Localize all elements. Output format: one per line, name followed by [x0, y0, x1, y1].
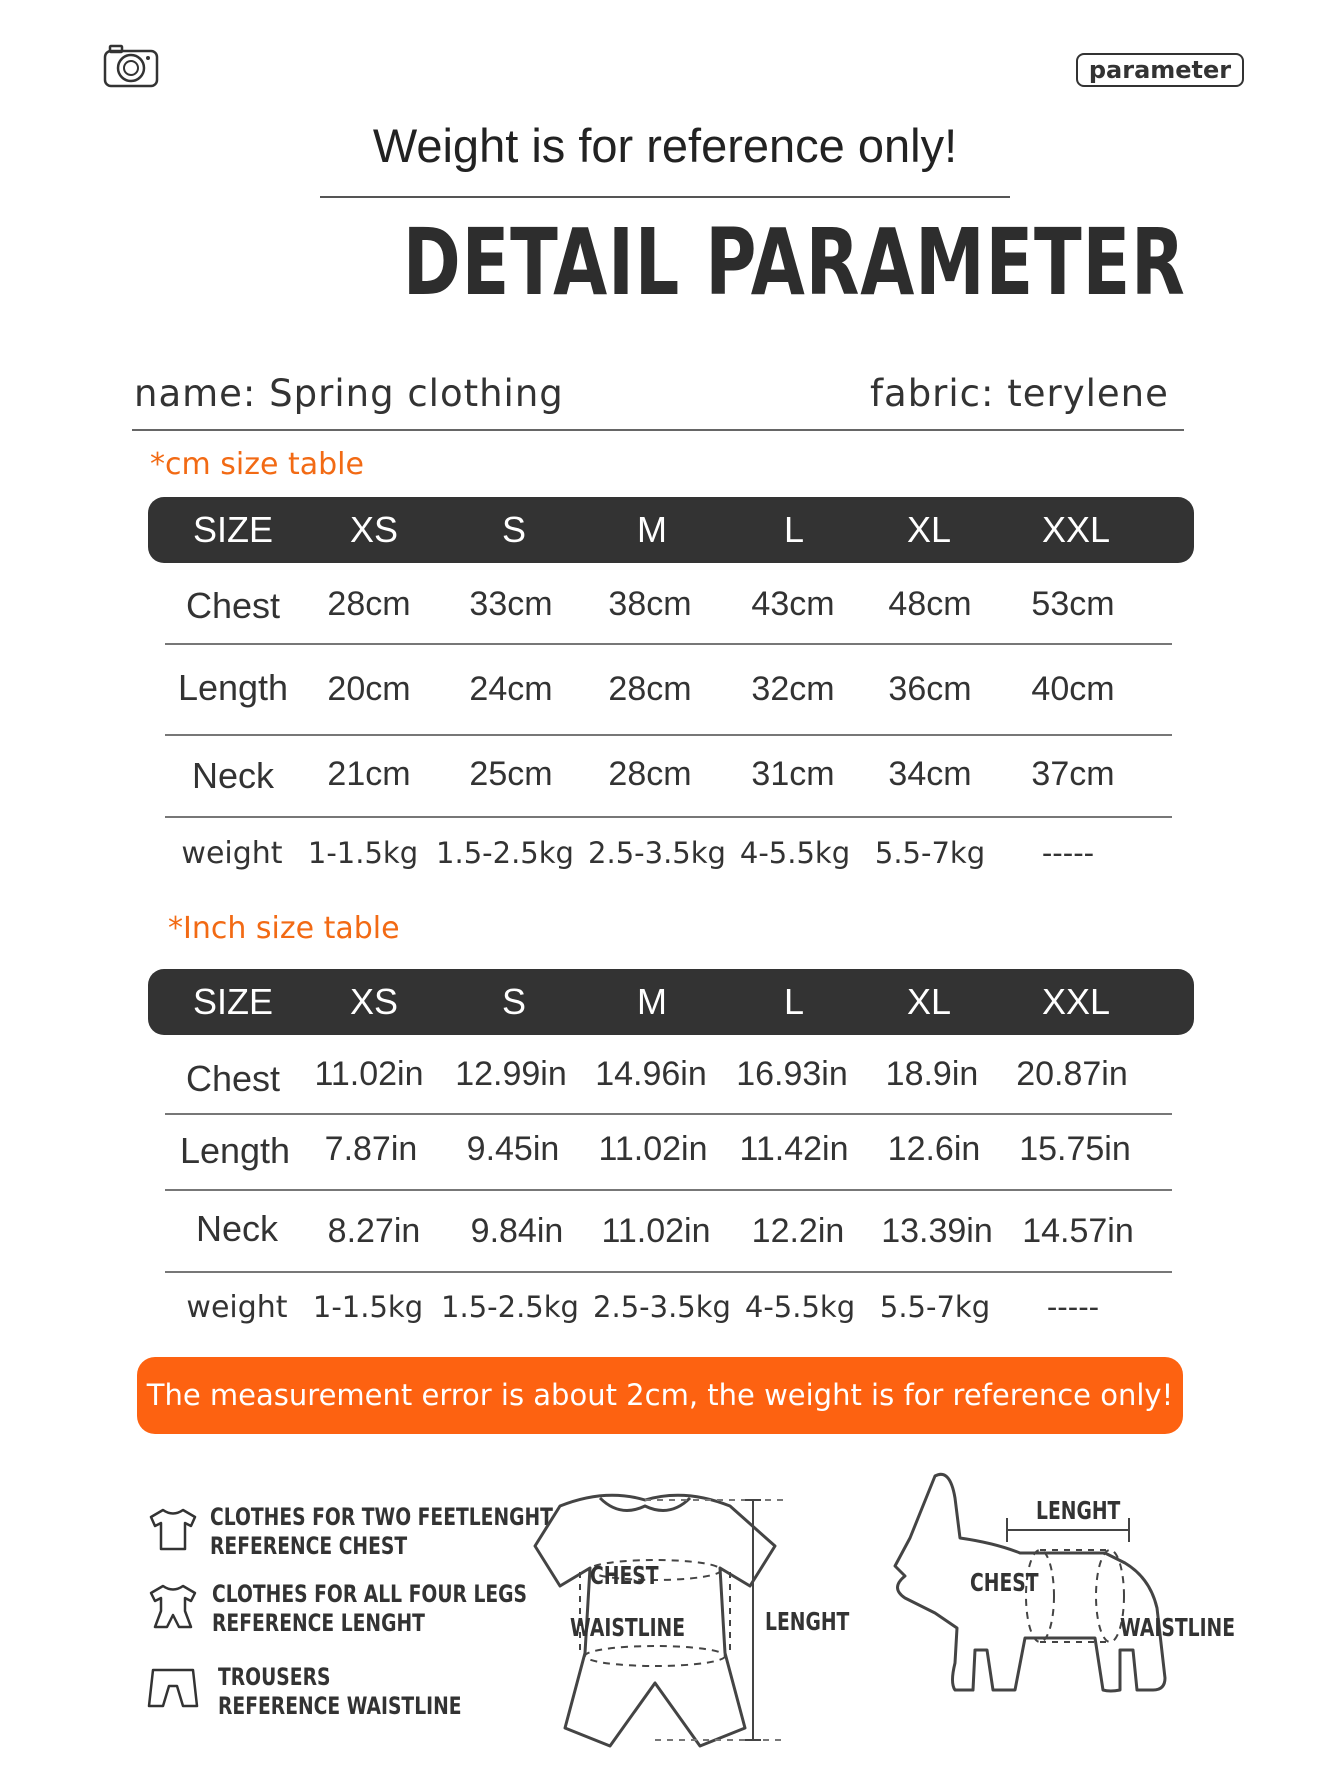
table-cell: 28cm: [327, 585, 411, 623]
table-cell: 5.5-7kg: [874, 836, 986, 870]
garment-waistline-label: WAISTLINE: [570, 1613, 686, 1642]
table-cell: 1.5-2.5kg: [436, 836, 574, 870]
table-cell: 34cm: [888, 755, 972, 793]
row-divider: [165, 643, 1172, 645]
parameter-badge: parameter: [1076, 53, 1244, 87]
dog-chest-label: CHEST: [970, 1568, 1039, 1597]
table-cell: 16.93in: [736, 1055, 848, 1093]
table-cell: 31cm: [751, 755, 835, 793]
table-cell: 11.02in: [598, 1130, 708, 1168]
table-cell: 37cm: [1031, 755, 1115, 793]
legend-line: REFERENCE WAISTLINE: [218, 1692, 462, 1720]
table-cell: 4-5.5kg: [744, 1290, 856, 1324]
trousers-icon: [147, 1666, 199, 1712]
table-cell: 14.96in: [595, 1055, 707, 1093]
table-cell: 38cm: [608, 585, 692, 623]
dog-length-label: LENGHT: [1036, 1496, 1121, 1525]
table-cell: 12.99in: [455, 1055, 567, 1093]
row-label: Chest: [185, 585, 281, 626]
subtitle: Weight is for reference only!: [372, 119, 958, 172]
table-cell: 20.87in: [1016, 1055, 1128, 1093]
table-cell: 13.39in: [881, 1212, 993, 1250]
table-cell: 18.9in: [885, 1055, 979, 1093]
header-cell: M: [637, 981, 667, 1022]
table-cell: 25cm: [469, 755, 553, 793]
inch-table-header: [148, 969, 1194, 1035]
camera-icon: [103, 44, 159, 88]
table-cell: 4-5.5kg: [739, 836, 851, 870]
table-cell: 14.57in: [1022, 1212, 1134, 1250]
legend-item: [218, 1663, 462, 1721]
table-cell: 28cm: [608, 755, 692, 793]
table-cell: 9.45in: [466, 1130, 560, 1168]
cm-table-header: [148, 497, 1194, 563]
table-cell: 24cm: [469, 670, 553, 708]
table-cell: 28cm: [608, 670, 692, 708]
row-divider: [165, 1113, 1172, 1115]
table-cell: 48cm: [888, 585, 972, 623]
table-cell: 40cm: [1031, 670, 1115, 708]
four-leg-suit-icon: [147, 1583, 199, 1629]
table-cell: 1-1.5kg: [312, 1290, 424, 1324]
header-cell: XXL: [1041, 509, 1111, 550]
table-cell: 12.2in: [751, 1212, 845, 1250]
table-cell: -----: [1046, 1290, 1100, 1324]
table-cell: 2.5-3.5kg: [588, 836, 726, 870]
legend-line: CLOTHES FOR ALL FOUR LEGS: [212, 1580, 528, 1608]
row-label: Neck: [195, 1208, 279, 1249]
row-label: Length: [177, 667, 289, 708]
header-cell: XS: [349, 509, 399, 550]
table-cell: 1-1.5kg: [307, 836, 419, 870]
dog-waistline-label: WAISTLINE: [1120, 1613, 1236, 1642]
table-cell: 11.02in: [314, 1055, 424, 1093]
row-label: weight: [181, 836, 283, 871]
table-cell: 33cm: [469, 585, 553, 623]
legend-line: CLOTHES FOR TWO FEETLENGHT: [210, 1503, 553, 1531]
table-cell: 12.6in: [887, 1130, 981, 1168]
header-cell: XXL: [1041, 981, 1111, 1022]
table-cell: 15.75in: [1019, 1130, 1131, 1168]
table-cell: 53cm: [1031, 585, 1115, 623]
meta-divider: [132, 429, 1184, 431]
table-cell: 21cm: [327, 755, 411, 793]
legend-line: REFERENCE CHEST: [210, 1532, 408, 1560]
row-divider: [165, 1189, 1172, 1191]
row-label: weight: [186, 1290, 288, 1325]
product-fabric: fabric: terylene: [870, 372, 1169, 415]
tshirt-icon: [147, 1507, 199, 1553]
garment-length-label: LENGHT: [765, 1607, 850, 1636]
table-cell: 20cm: [327, 670, 411, 708]
cm-table-label: *cm size table: [150, 447, 364, 482]
legend-item: [212, 1580, 527, 1638]
row-label: Length: [179, 1130, 291, 1171]
header-cell: L: [783, 981, 805, 1022]
page-title: DETAIL PARAMETER: [402, 209, 1186, 316]
table-cell: 9.84in: [470, 1212, 564, 1250]
table-cell: -----: [1041, 836, 1095, 870]
header-cell: S: [501, 981, 526, 1022]
table-cell: 2.5-3.5kg: [593, 1290, 731, 1324]
header-cell: SIZE: [192, 509, 273, 550]
table-cell: 11.42in: [739, 1130, 849, 1168]
legend-line: TROUSERS: [218, 1663, 331, 1691]
header-cell: M: [637, 509, 667, 550]
product-name: name: Spring clothing: [134, 372, 564, 415]
table-cell: 36cm: [888, 670, 972, 708]
row-divider: [165, 734, 1172, 736]
table-cell: 8.27in: [327, 1212, 421, 1250]
header-cell: XL: [906, 981, 952, 1022]
legend-line: REFERENCE LENGHT: [212, 1609, 425, 1637]
header-cell: SIZE: [192, 981, 273, 1022]
measurement-note: The measurement error is about 2cm, the weight is for reference only!: [137, 1357, 1183, 1434]
row-label: Chest: [185, 1058, 281, 1099]
header-cell: XS: [349, 981, 399, 1022]
table-cell: 32cm: [751, 670, 835, 708]
table-cell: 43cm: [751, 585, 835, 623]
header-cell: L: [783, 509, 805, 550]
table-cell: 7.87in: [324, 1130, 418, 1168]
header-cell: S: [501, 509, 526, 550]
table-cell: 1.5-2.5kg: [441, 1290, 579, 1324]
row-divider: [165, 1271, 1172, 1273]
row-divider: [165, 816, 1172, 818]
garment-chest-label: CHEST: [590, 1561, 659, 1590]
table-cell: 11.02in: [601, 1212, 711, 1250]
legend-item: [210, 1503, 553, 1561]
subtitle-divider: [320, 196, 1010, 198]
header-cell: XL: [906, 509, 952, 550]
row-label: Neck: [191, 755, 275, 796]
inch-table-label: *Inch size table: [168, 911, 400, 946]
table-cell: 5.5-7kg: [879, 1290, 991, 1324]
